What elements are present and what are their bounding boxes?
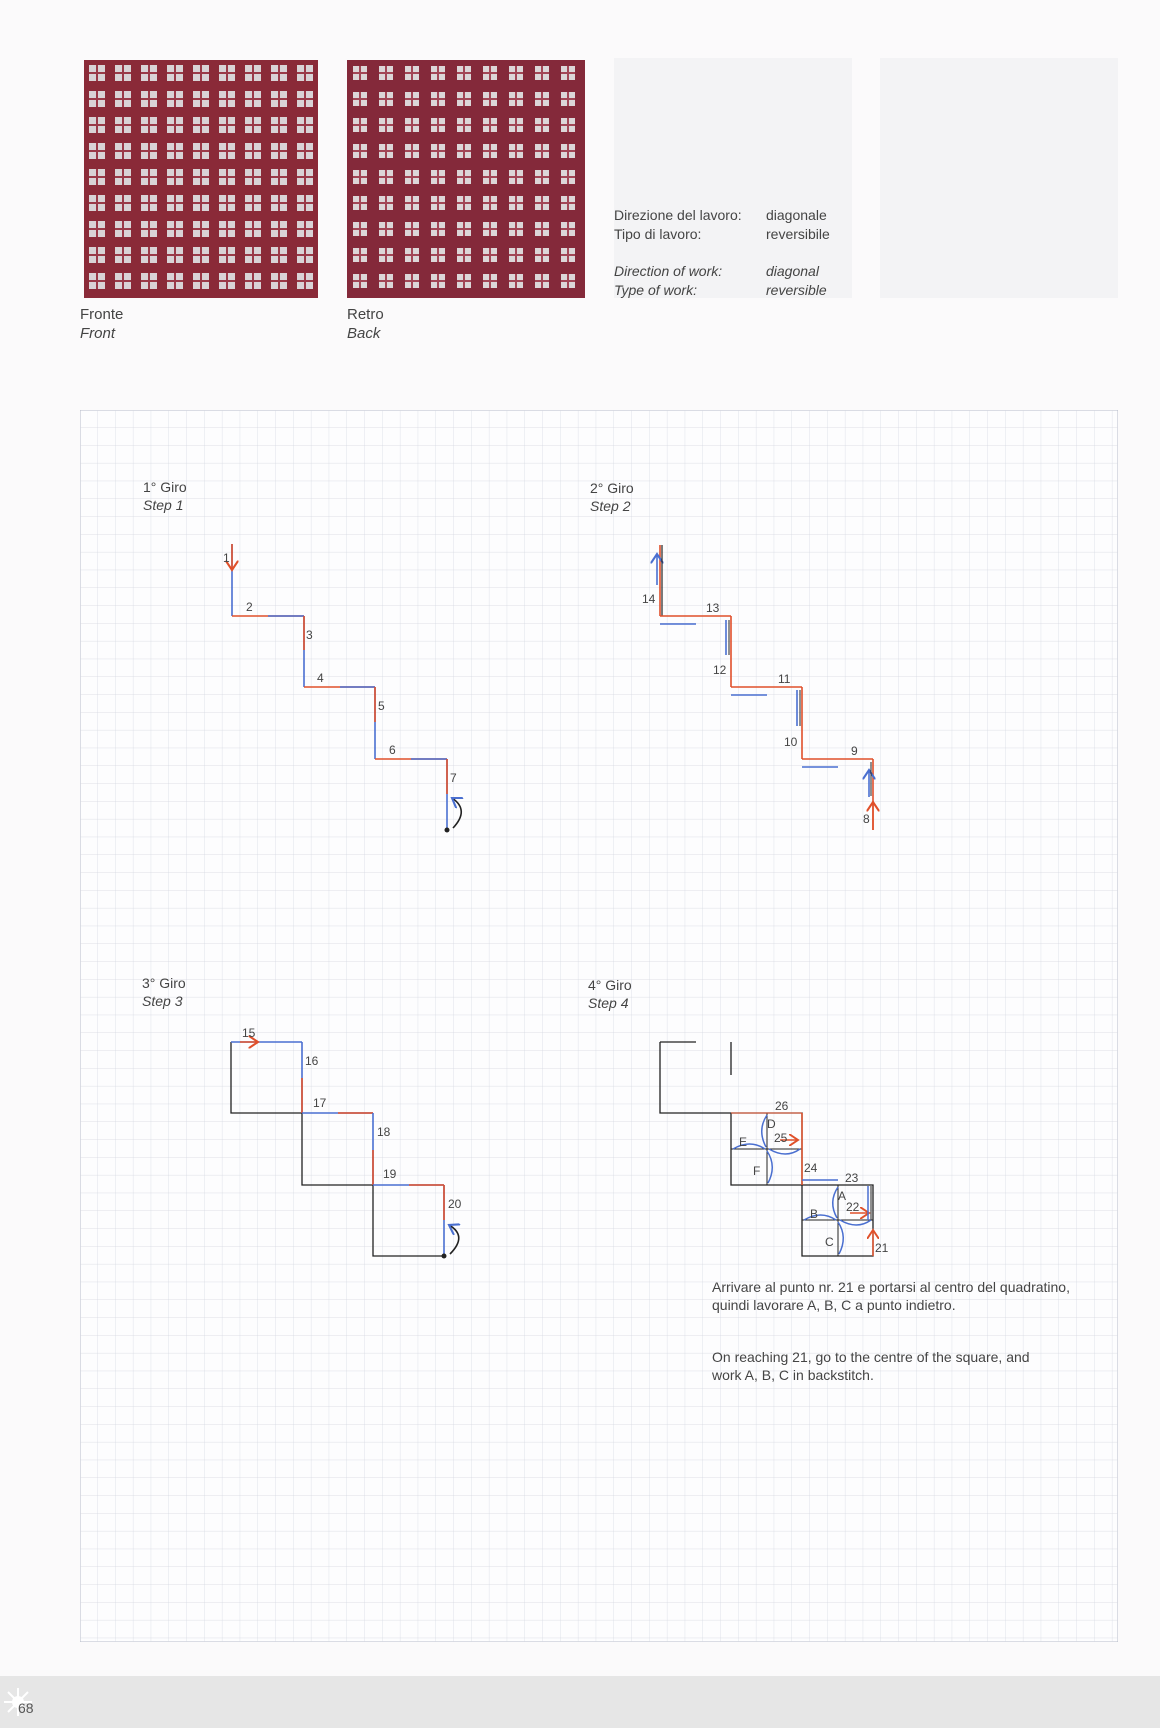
point-label: 12 bbox=[713, 663, 727, 677]
info-key: Tipo di lavoro: bbox=[614, 226, 702, 242]
step-title-it: 3° Giro bbox=[142, 975, 186, 991]
info-key: Type of work: bbox=[614, 282, 697, 298]
point-label: 19 bbox=[383, 1167, 397, 1181]
step-title-en: Step 4 bbox=[588, 995, 629, 1011]
caption-front-it: Fronte bbox=[80, 306, 124, 323]
point-label: 21 bbox=[875, 1241, 889, 1255]
page-number: 68 bbox=[18, 1700, 34, 1716]
point-label: 25 bbox=[774, 1131, 788, 1145]
point-label: F bbox=[753, 1164, 761, 1178]
info-value: diagonale bbox=[766, 207, 827, 223]
point-label: 20 bbox=[448, 1197, 462, 1211]
point-label: B bbox=[810, 1207, 819, 1221]
point-label: 6 bbox=[389, 743, 396, 757]
fabric-swatch-front bbox=[84, 60, 318, 298]
info-value: reversibile bbox=[766, 226, 830, 242]
step-1-title bbox=[143, 478, 187, 514]
work-info bbox=[614, 206, 830, 300]
info-value: diagonal bbox=[766, 263, 819, 279]
point-label: 26 bbox=[775, 1099, 789, 1113]
point-label: 23 bbox=[845, 1171, 859, 1185]
step-title-it: 1° Giro bbox=[143, 479, 187, 495]
point-label: 3 bbox=[306, 628, 313, 642]
point-label: 15 bbox=[242, 1026, 256, 1040]
instruction-note-it: Arrivare al punto nr. 21 e portarsi al centro del quadratino, quindi lavorare A, B, C a punto indietro. bbox=[712, 1279, 1070, 1313]
caption-front-en: Front bbox=[80, 325, 116, 342]
point-label: 14 bbox=[642, 592, 656, 606]
point-label: 11 bbox=[778, 672, 791, 686]
point-label: 16 bbox=[305, 1054, 319, 1068]
point-label: 24 bbox=[804, 1161, 818, 1175]
point-label: 4 bbox=[317, 671, 324, 685]
info-key: Direzione del lavoro: bbox=[614, 207, 742, 223]
stitch-diagram-grid bbox=[80, 410, 1118, 1642]
step-title-en: Step 2 bbox=[590, 498, 631, 514]
point-label: 5 bbox=[378, 699, 385, 713]
blank-panel-bg bbox=[880, 58, 1118, 298]
fabric-swatch-back bbox=[347, 60, 585, 298]
step-4-title bbox=[588, 976, 632, 1012]
point-label: 13 bbox=[706, 601, 720, 615]
point-label: 22 bbox=[846, 1200, 860, 1214]
point-label: C bbox=[825, 1235, 834, 1249]
step-title-en: Step 1 bbox=[143, 497, 184, 513]
point-label: 17 bbox=[313, 1096, 327, 1110]
point-label: 9 bbox=[851, 744, 858, 758]
point-label: 10 bbox=[784, 735, 798, 749]
caption-back-en: Back bbox=[347, 325, 381, 342]
step-3-title bbox=[142, 974, 186, 1010]
point-label: A bbox=[838, 1189, 847, 1203]
page-footer bbox=[0, 1676, 1160, 1728]
point-label: 1 bbox=[223, 551, 230, 565]
info-row-type-en bbox=[614, 281, 830, 300]
info-key: Direction of work: bbox=[614, 263, 723, 279]
info-row-direction-it bbox=[614, 206, 830, 225]
step-title-en: Step 3 bbox=[142, 993, 183, 1009]
point-label: 8 bbox=[863, 812, 870, 826]
point-label: E bbox=[739, 1135, 748, 1149]
point-label: D bbox=[767, 1117, 776, 1131]
step-title-it: 2° Giro bbox=[590, 480, 634, 496]
info-row-type-it bbox=[614, 225, 830, 244]
caption-front bbox=[80, 305, 123, 343]
caption-back-it: Retro bbox=[347, 306, 384, 323]
info-value: reversible bbox=[766, 282, 827, 298]
step-title-it: 4° Giro bbox=[588, 977, 632, 993]
instruction-note-en: On reaching 21, go to the centre of the square, and work A, B, C in backstitch. bbox=[712, 1349, 1030, 1383]
info-row-direction-en bbox=[614, 262, 830, 281]
point-label: 2 bbox=[246, 600, 253, 614]
step-2-title bbox=[590, 479, 634, 515]
caption-back bbox=[347, 305, 384, 343]
point-label: 18 bbox=[377, 1125, 391, 1139]
point-label: 7 bbox=[450, 771, 457, 785]
